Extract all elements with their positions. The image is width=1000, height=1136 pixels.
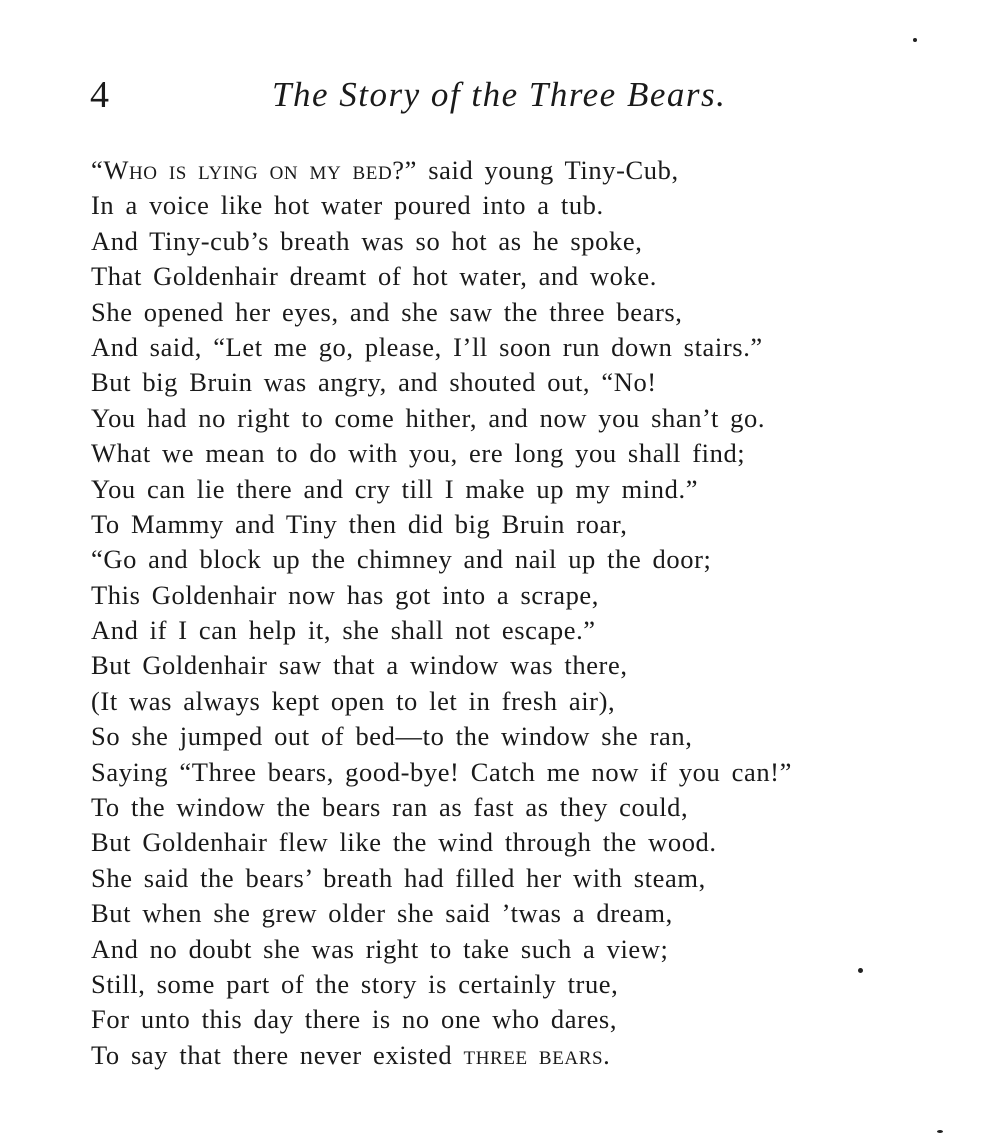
poem-line: So she jumped out of bed—to the window she ran, <box>91 721 693 752</box>
poem-line: But when she grew older she said ’twas a dream, <box>91 898 673 929</box>
poem-line: (It was always kept open to let in fresh air), <box>91 685 616 716</box>
poem-line: To Mammy and Tiny then did big Bruin roar, <box>91 508 628 539</box>
poem-line: And Tiny-cub’s breath was so hot as he spoke, <box>91 225 643 256</box>
poem-line: To the window the bears ran as fast as they could, <box>91 792 689 823</box>
poem-text <box>91 153 971 1073</box>
poem-line: “Go and block up the chimney and nail up the door; <box>91 544 712 575</box>
poem-line-start: To say that there never existed <box>91 1039 464 1070</box>
poem-line <box>91 153 971 188</box>
poem-line: This Goldenhair now has got into a scrape, <box>91 579 600 610</box>
poem-line-end: three bears. <box>463 1039 611 1070</box>
poem-line: What we mean to do with you, ere long you shall find; <box>91 438 746 469</box>
page-number: 4 <box>90 74 109 116</box>
poem-line: But Goldenhair saw that a window was there, <box>91 650 628 681</box>
poem-line: Saying “Three bears, good-bye! Catch me now if you can!” <box>91 756 792 787</box>
poem-line: She said the bears’ breath had filled her with steam, <box>91 862 706 893</box>
poem-line: But Goldenhair flew like the wind through the wood. <box>91 827 717 858</box>
poem-line-opening: “Who is lying on my bed?” <box>91 155 418 185</box>
poem-line: But big Bruin was angry, and shouted out, “No! <box>91 367 657 398</box>
poem-line: And if I can help it, she shall not escape.” <box>91 615 596 646</box>
poem-line <box>91 1038 971 1073</box>
page-header <box>90 70 790 120</box>
poem-line: And no doubt she was right to take such a view; <box>91 933 669 964</box>
poem-line: That Goldenhair dreamt of hot water, and woke. <box>91 261 657 292</box>
poem-line: For unto this day there is no one who dares, <box>91 1004 618 1035</box>
scan-speck <box>913 38 917 42</box>
scan-speck <box>858 968 863 973</box>
poem-line: You had no right to come hither, and now you shan’t go. <box>91 402 766 433</box>
poem-line: In a voice like hot water poured into a tub. <box>91 190 604 221</box>
poem-line: She opened her eyes, and she saw the three bears, <box>91 296 683 327</box>
poem-line-rest: said young Tiny-Cub, <box>417 155 679 185</box>
running-title: The Story of the Three Bears. <box>272 75 727 114</box>
poem-line: You can lie there and cry till I make up my mind.” <box>91 473 699 504</box>
poem-line: And said, “Let me go, please, I’ll soon run down stairs.” <box>91 331 763 362</box>
poem-line: Still, some part of the story is certainly true, <box>91 968 619 999</box>
scan-speck <box>937 1130 943 1133</box>
